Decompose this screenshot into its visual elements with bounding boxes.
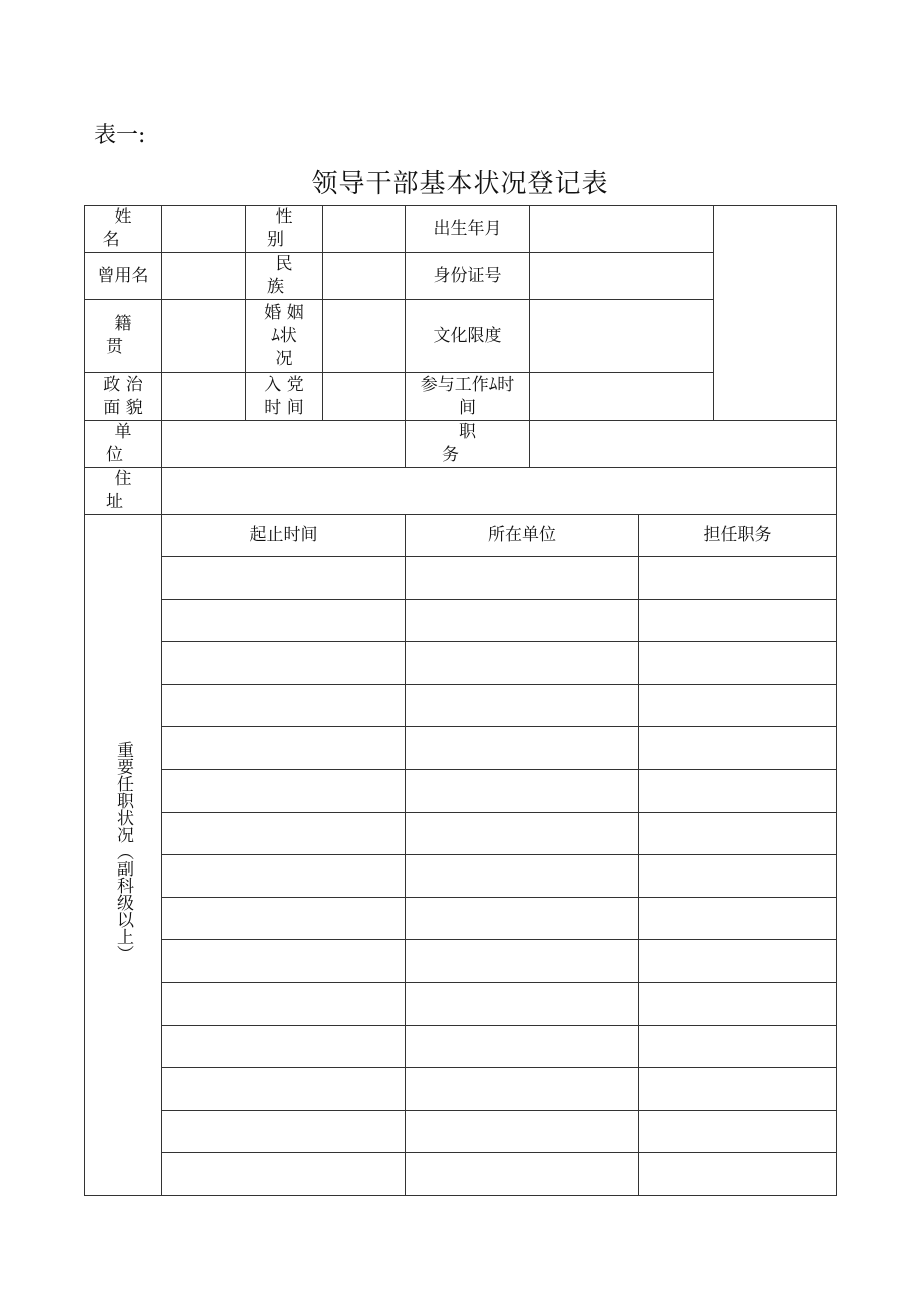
history-position-cell[interactable] <box>639 642 837 685</box>
birth-label: 出生年月 <box>406 206 530 253</box>
history-header-unit: 所在单位 <box>406 515 639 557</box>
history-period-cell[interactable] <box>162 557 406 600</box>
id-field[interactable] <box>530 253 714 300</box>
history-row <box>85 812 837 855</box>
history-period-cell[interactable] <box>162 684 406 727</box>
history-row <box>85 727 837 770</box>
former-name-label: 曾用名 <box>85 253 162 300</box>
marital-label: 婚 姻 ﾑ状 况 <box>246 300 323 373</box>
history-period-cell[interactable] <box>162 599 406 642</box>
history-position-cell[interactable] <box>639 727 837 770</box>
ethnicity-field[interactable] <box>323 253 406 300</box>
history-row <box>85 897 837 940</box>
work-start-label: 参与工作ﾑ时 间 <box>406 373 530 421</box>
history-unit-cell[interactable] <box>406 727 639 770</box>
address-field[interactable] <box>162 468 837 515</box>
gender-field[interactable] <box>323 206 406 253</box>
history-row <box>85 1110 837 1153</box>
history-unit-cell[interactable] <box>406 557 639 600</box>
history-position-cell[interactable] <box>639 684 837 727</box>
history-unit-cell[interactable] <box>406 642 639 685</box>
history-row <box>85 940 837 983</box>
education-field[interactable] <box>530 300 714 373</box>
history-position-cell[interactable] <box>639 812 837 855</box>
history-position-cell[interactable] <box>639 897 837 940</box>
marital-field[interactable] <box>323 300 406 373</box>
history-period-cell[interactable] <box>162 812 406 855</box>
native-place-label: 籍贯 <box>85 300 162 373</box>
history-unit-cell[interactable] <box>406 1025 639 1068</box>
history-period-cell[interactable] <box>162 727 406 770</box>
history-header-position: 担任职务 <box>639 515 837 557</box>
address-label: 住址 <box>85 468 162 515</box>
ethnicity-label: 民族 <box>246 253 323 300</box>
history-position-cell[interactable] <box>639 940 837 983</box>
history-unit-cell[interactable] <box>406 897 639 940</box>
history-unit-cell[interactable] <box>406 684 639 727</box>
history-period-cell[interactable] <box>162 1025 406 1068</box>
work-start-field[interactable] <box>530 373 714 421</box>
education-label: 文化限度 <box>406 300 530 373</box>
history-period-cell[interactable] <box>162 897 406 940</box>
history-unit-cell[interactable] <box>406 599 639 642</box>
history-period-cell[interactable] <box>162 940 406 983</box>
history-unit-cell[interactable] <box>406 1068 639 1111</box>
history-position-cell[interactable] <box>639 1110 837 1153</box>
history-position-cell[interactable] <box>639 1153 837 1196</box>
id-label: 身份证号 <box>406 253 530 300</box>
form-title: 领导干部基本状况登记表 <box>311 169 609 199</box>
history-period-cell[interactable] <box>162 1110 406 1153</box>
history-unit-cell[interactable] <box>406 1153 639 1196</box>
history-unit-cell[interactable] <box>406 769 639 812</box>
name-label: 姓名 <box>85 206 162 253</box>
history-period-cell[interactable] <box>162 982 406 1025</box>
history-unit-cell[interactable] <box>406 940 639 983</box>
history-row <box>85 855 837 898</box>
history-row <box>85 769 837 812</box>
history-row <box>85 642 837 685</box>
position-label: 职务 <box>406 421 530 468</box>
table-number-label: 表一: <box>94 123 146 148</box>
party-join-label: 入 党 时 间 <box>246 373 323 421</box>
photo-box[interactable] <box>714 206 837 421</box>
history-period-cell[interactable] <box>162 1068 406 1111</box>
birth-field[interactable] <box>530 206 714 253</box>
history-unit-cell[interactable] <box>406 812 639 855</box>
history-header-period: 起止时间 <box>162 515 406 557</box>
history-unit-cell[interactable] <box>406 855 639 898</box>
history-position-cell[interactable] <box>639 982 837 1025</box>
history-row <box>85 1153 837 1196</box>
history-row <box>85 1068 837 1111</box>
unit-field[interactable] <box>162 421 406 468</box>
history-period-cell[interactable] <box>162 855 406 898</box>
political-field[interactable] <box>162 373 246 421</box>
history-period-cell[interactable] <box>162 769 406 812</box>
history-position-cell[interactable] <box>639 557 837 600</box>
history-unit-cell[interactable] <box>406 982 639 1025</box>
history-position-cell[interactable] <box>639 769 837 812</box>
unit-label: 单位 <box>85 421 162 468</box>
history-row <box>85 982 837 1025</box>
gender-label: 性别 <box>246 206 323 253</box>
name-field[interactable] <box>162 206 246 253</box>
history-row <box>85 1025 837 1068</box>
history-row <box>85 557 837 600</box>
party-join-field[interactable] <box>323 373 406 421</box>
history-row <box>85 684 837 727</box>
registration-form <box>84 205 837 1196</box>
history-side-label: 重要任职状况（副科级以上） <box>85 515 162 1196</box>
native-place-field[interactable] <box>162 300 246 373</box>
history-unit-cell[interactable] <box>406 1110 639 1153</box>
history-position-cell[interactable] <box>639 1068 837 1111</box>
former-name-field[interactable] <box>162 253 246 300</box>
position-field[interactable] <box>530 421 837 468</box>
history-position-cell[interactable] <box>639 1025 837 1068</box>
history-period-cell[interactable] <box>162 1153 406 1196</box>
history-position-cell[interactable] <box>639 599 837 642</box>
history-row <box>85 599 837 642</box>
political-label: 政 治 面 貌 <box>85 373 162 421</box>
history-position-cell[interactable] <box>639 855 837 898</box>
history-period-cell[interactable] <box>162 642 406 685</box>
